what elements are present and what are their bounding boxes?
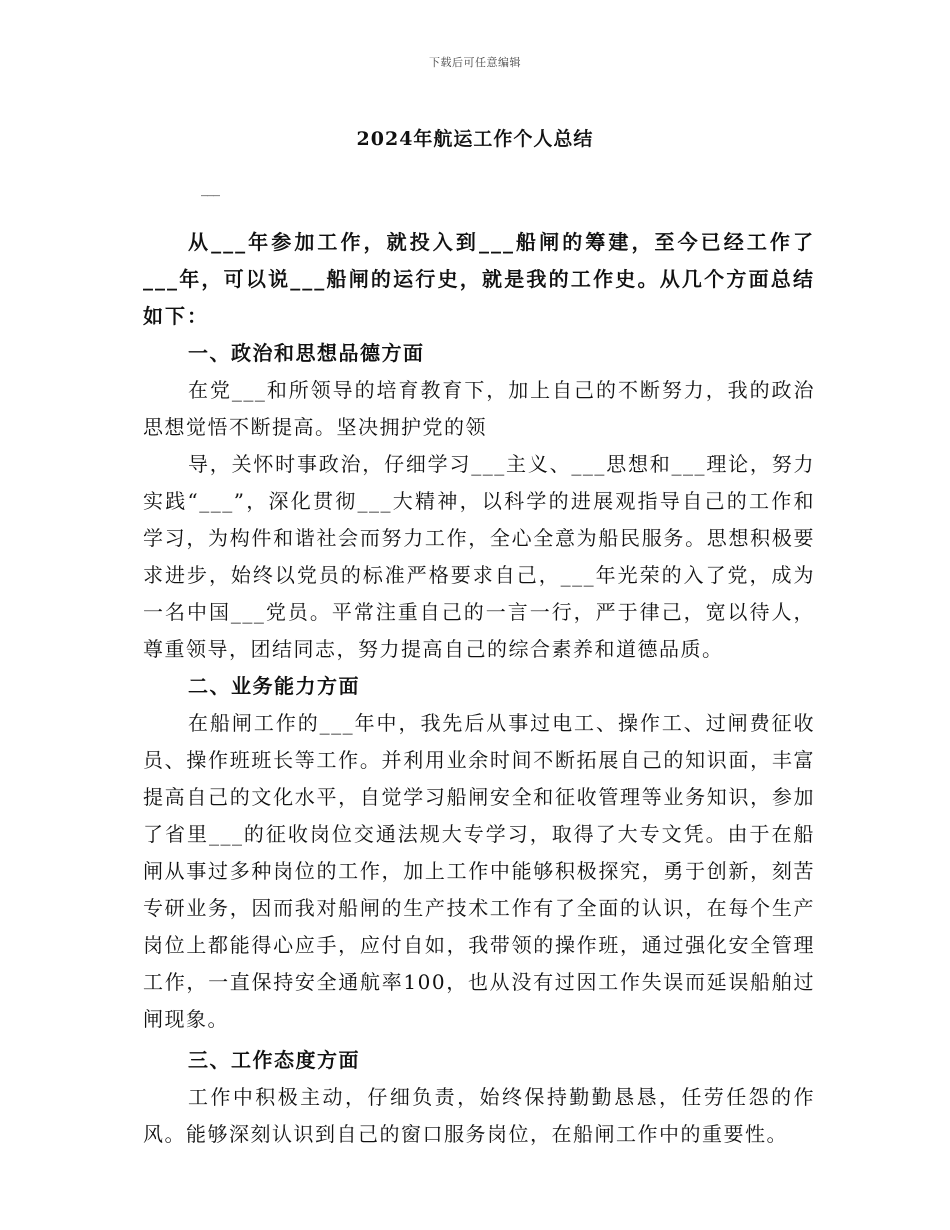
paragraph-attitude-1: 工作中积极主动，仔细负责，始终保持勤勤恳恳，任劳任怨的作风。能够深刻认识到自己的窗口服务岗位，在船闸工作中的重要性。 [143,1085,815,1146]
section-heading-politics: 一、政治和思想品德方面 [188,341,425,365]
paragraph-business-1: 在船闸工作的___年中，我先后从事过电工、操作工、过闸费征收员、操作班班长等工作。并利用业余时间不断拓展自己的知识面，丰富提高自己的文化水平，自觉学习船闸安全和征收管理等业务知识，参加了省里___的征收岗位交通法规大专学习，取得了大专文凭。由于在船闸从事过多种岗位的工作，加上工作中能够积极探究，勇于创新，刻苦专研业务，因而我对船闸的生产技术工作有了全面的认识，在每个生产岗位上都能得心应手，应付自如，我带领的操作班，通过强化安全管理工作，一直保持安全通航率100，也从没有过因工作失误而延误船舶过闸现象。 [143,711,815,1031]
section-heading-business: 二、业务能力方面 [188,674,360,698]
paragraph-politics-2: 导，关怀时事政治，仔细学习___主义、___思想和___理论，努力实践“___”，深化贯彻___大精神，以科学的进展观指导自己的工作和学习，为构件和谐社会而努力工作，全心全意为船民服务。思想积极要求进步，始终以党员的标准严格要求自己，___年光荣的入了党，成为一名中国___党员。平常注重自己的一言一行，严于律己，宽以待人，尊重领导，团结同志，努力提高自己的综合素养和道德品质。 [143,452,815,661]
document-title: 2024年航运工作个人总结 [356,128,594,150]
document-body [143,224,815,1153]
section-heading-attitude: 三、工作态度方面 [188,1048,360,1072]
page-header-note: 下载后可任意编辑 [429,56,521,69]
blank-line-mark: ___ [201,181,219,197]
paragraph-politics-1: 在党___和所领导的培育教育下，加上自己的不断努力，我的政治思想觉悟不断提高。坚决拥护党的领 [143,378,815,439]
intro-paragraph: 从___年参加工作，就投入到___船闸的筹建，至今已经工作了___年，可以说___船闸的运行史，就是我的工作史。从几个方面总结如下： [143,230,815,328]
